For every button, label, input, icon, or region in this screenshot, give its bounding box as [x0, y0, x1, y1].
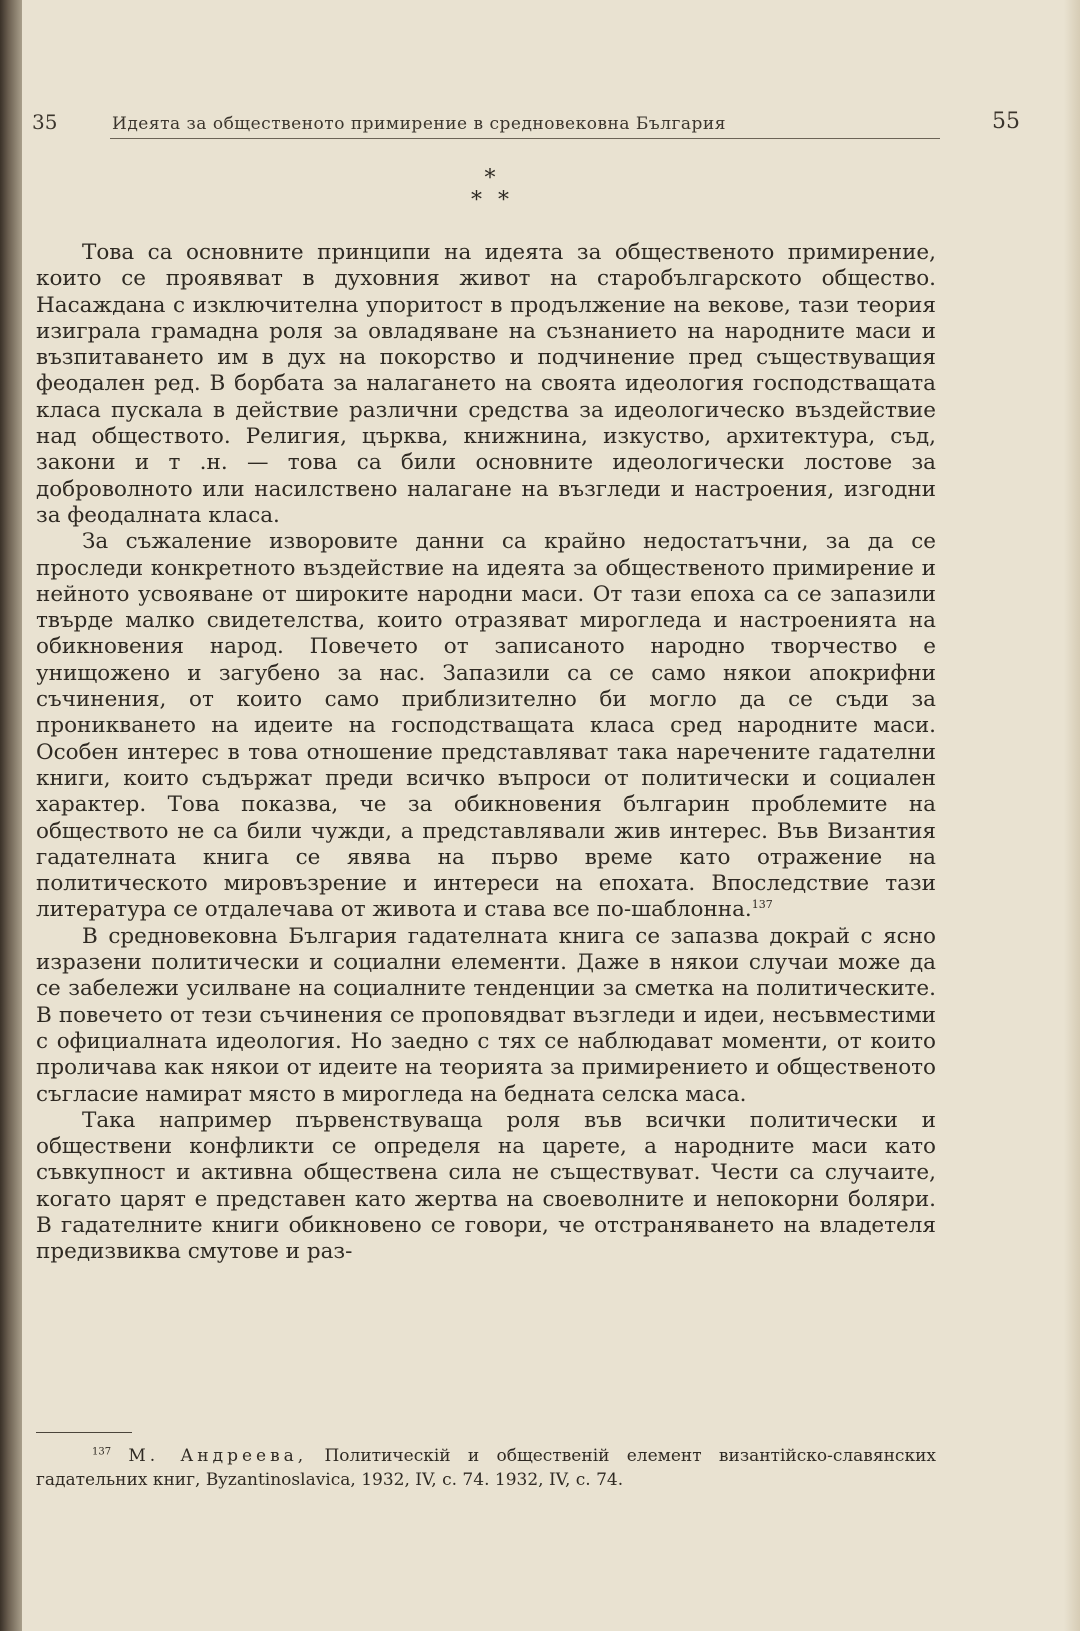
running-title: Идеята за общественото примирение в средновековна България [112, 114, 726, 134]
running-header [32, 100, 1020, 134]
body-text [36, 240, 936, 1266]
footnote-text: Политическій и общественій елемент византійско-славянских гадательних книг, Byzantinoslavica, 1932, IV, с. 74. 1932, IV, с. 74. [36, 1446, 937, 1490]
footnote-author: М. Андреева, [128, 1446, 308, 1466]
asterism-top: * [484, 166, 496, 191]
paragraph-text: Това са основните принципи на идеята за общественото примирение, които се проявяват в духовния живот на старобългарското общество. Насаждана с изключителна упоритост в продължение на векове, тази теория изиграла грамадна роля за овладяване на съзнанието на народните маси и възпитаването им в дух на покорство и подчинение пред съществуващия феодален ред. В борбата за налагането на своята идеология господстващата класа пускала в действие различни средства за идеологическо въздействие над обществото. Религия, църква, книжнина, изкуство, архитектура, съд, закони и т .н. — това са били основните идеологически лостове за доброволното или насилствено налагане на възгледи и настроения, изгодни за феодалната класа. [36, 240, 936, 528]
footnote-rule [36, 1432, 132, 1433]
paragraph [36, 924, 936, 1108]
paragraph-text: За съжаление изворовите данни са крайно недостатъчни, за да се проследи конкретното въздействие на идеята за общественото примирение и нейното усвояване от широките народни маси. От тази епоха са се запазили твърде малко свидетелства, които отразяват мирогледа и настроенията на обикновения народ. Повечето от записаното народно творчество е унищожено и загубено за нас. Запазили са се само някои апокрифни съчинения, от които само приблизително би могло да се съди за проникването на идеите на господстващата класа сред народните маси. Особен интерес в това отношение представляват така наречените гадателни книги, които съдържат преди всичко въпроси от политически и социален характер. Това показва, че за обикновения българин проблемите на обществото не са били чужди, а представлявали жив интерес. Във Византия гадателната книга се явява на първо време като отражение на политическото мировъзрение и интереси на епохата. Впоследствие тази литература се отдалечава от живота и става все по-шаблонна. [36, 529, 936, 923]
folio-number: 35 [32, 110, 58, 134]
paragraph [36, 529, 936, 923]
book-spine-shadow [0, 0, 22, 1631]
footnote-number: 137 [92, 1446, 112, 1458]
paragraph [36, 240, 936, 529]
paragraph-text: Така например първенствуваща роля във всички политически и обществени конфликти се определя на царете, а народните маси като съвкупност и активна обществена сила не съществуват. Чести са случаите, когато царят е представен като жертва на своеволните и непокорни боляри. В гадателните книги обикновено се говори, че отстраняването на владетеля предизвиква смутове и раз- [36, 1107, 936, 1265]
page-number: 55 [992, 109, 1020, 134]
paragraph [36, 1108, 936, 1266]
section-asterism [430, 168, 550, 212]
page-edge [1064, 0, 1080, 1631]
header-rule [110, 138, 940, 139]
footnote-reference[interactable]: 137 [751, 898, 773, 912]
paragraph-text: В средновековна България гадателната книга се запазва докрай с ясно изразени политически и социални елементи. Даже в някои случаи може да се забележи усилване на социалните тенденции за сметка на политическите. В повечето от тези съчинения се проповядват възгледи и идеи, несъвместими с официалната идеология. Но заедно с тях се наблюдават моменти, от които проличава как някои от идеите на теорията за примирението и общественото съгласие намират място в мирогледа на бедната селска маса. [36, 923, 936, 1107]
footnote [36, 1444, 936, 1492]
asterism-bottom: ** [471, 188, 525, 213]
